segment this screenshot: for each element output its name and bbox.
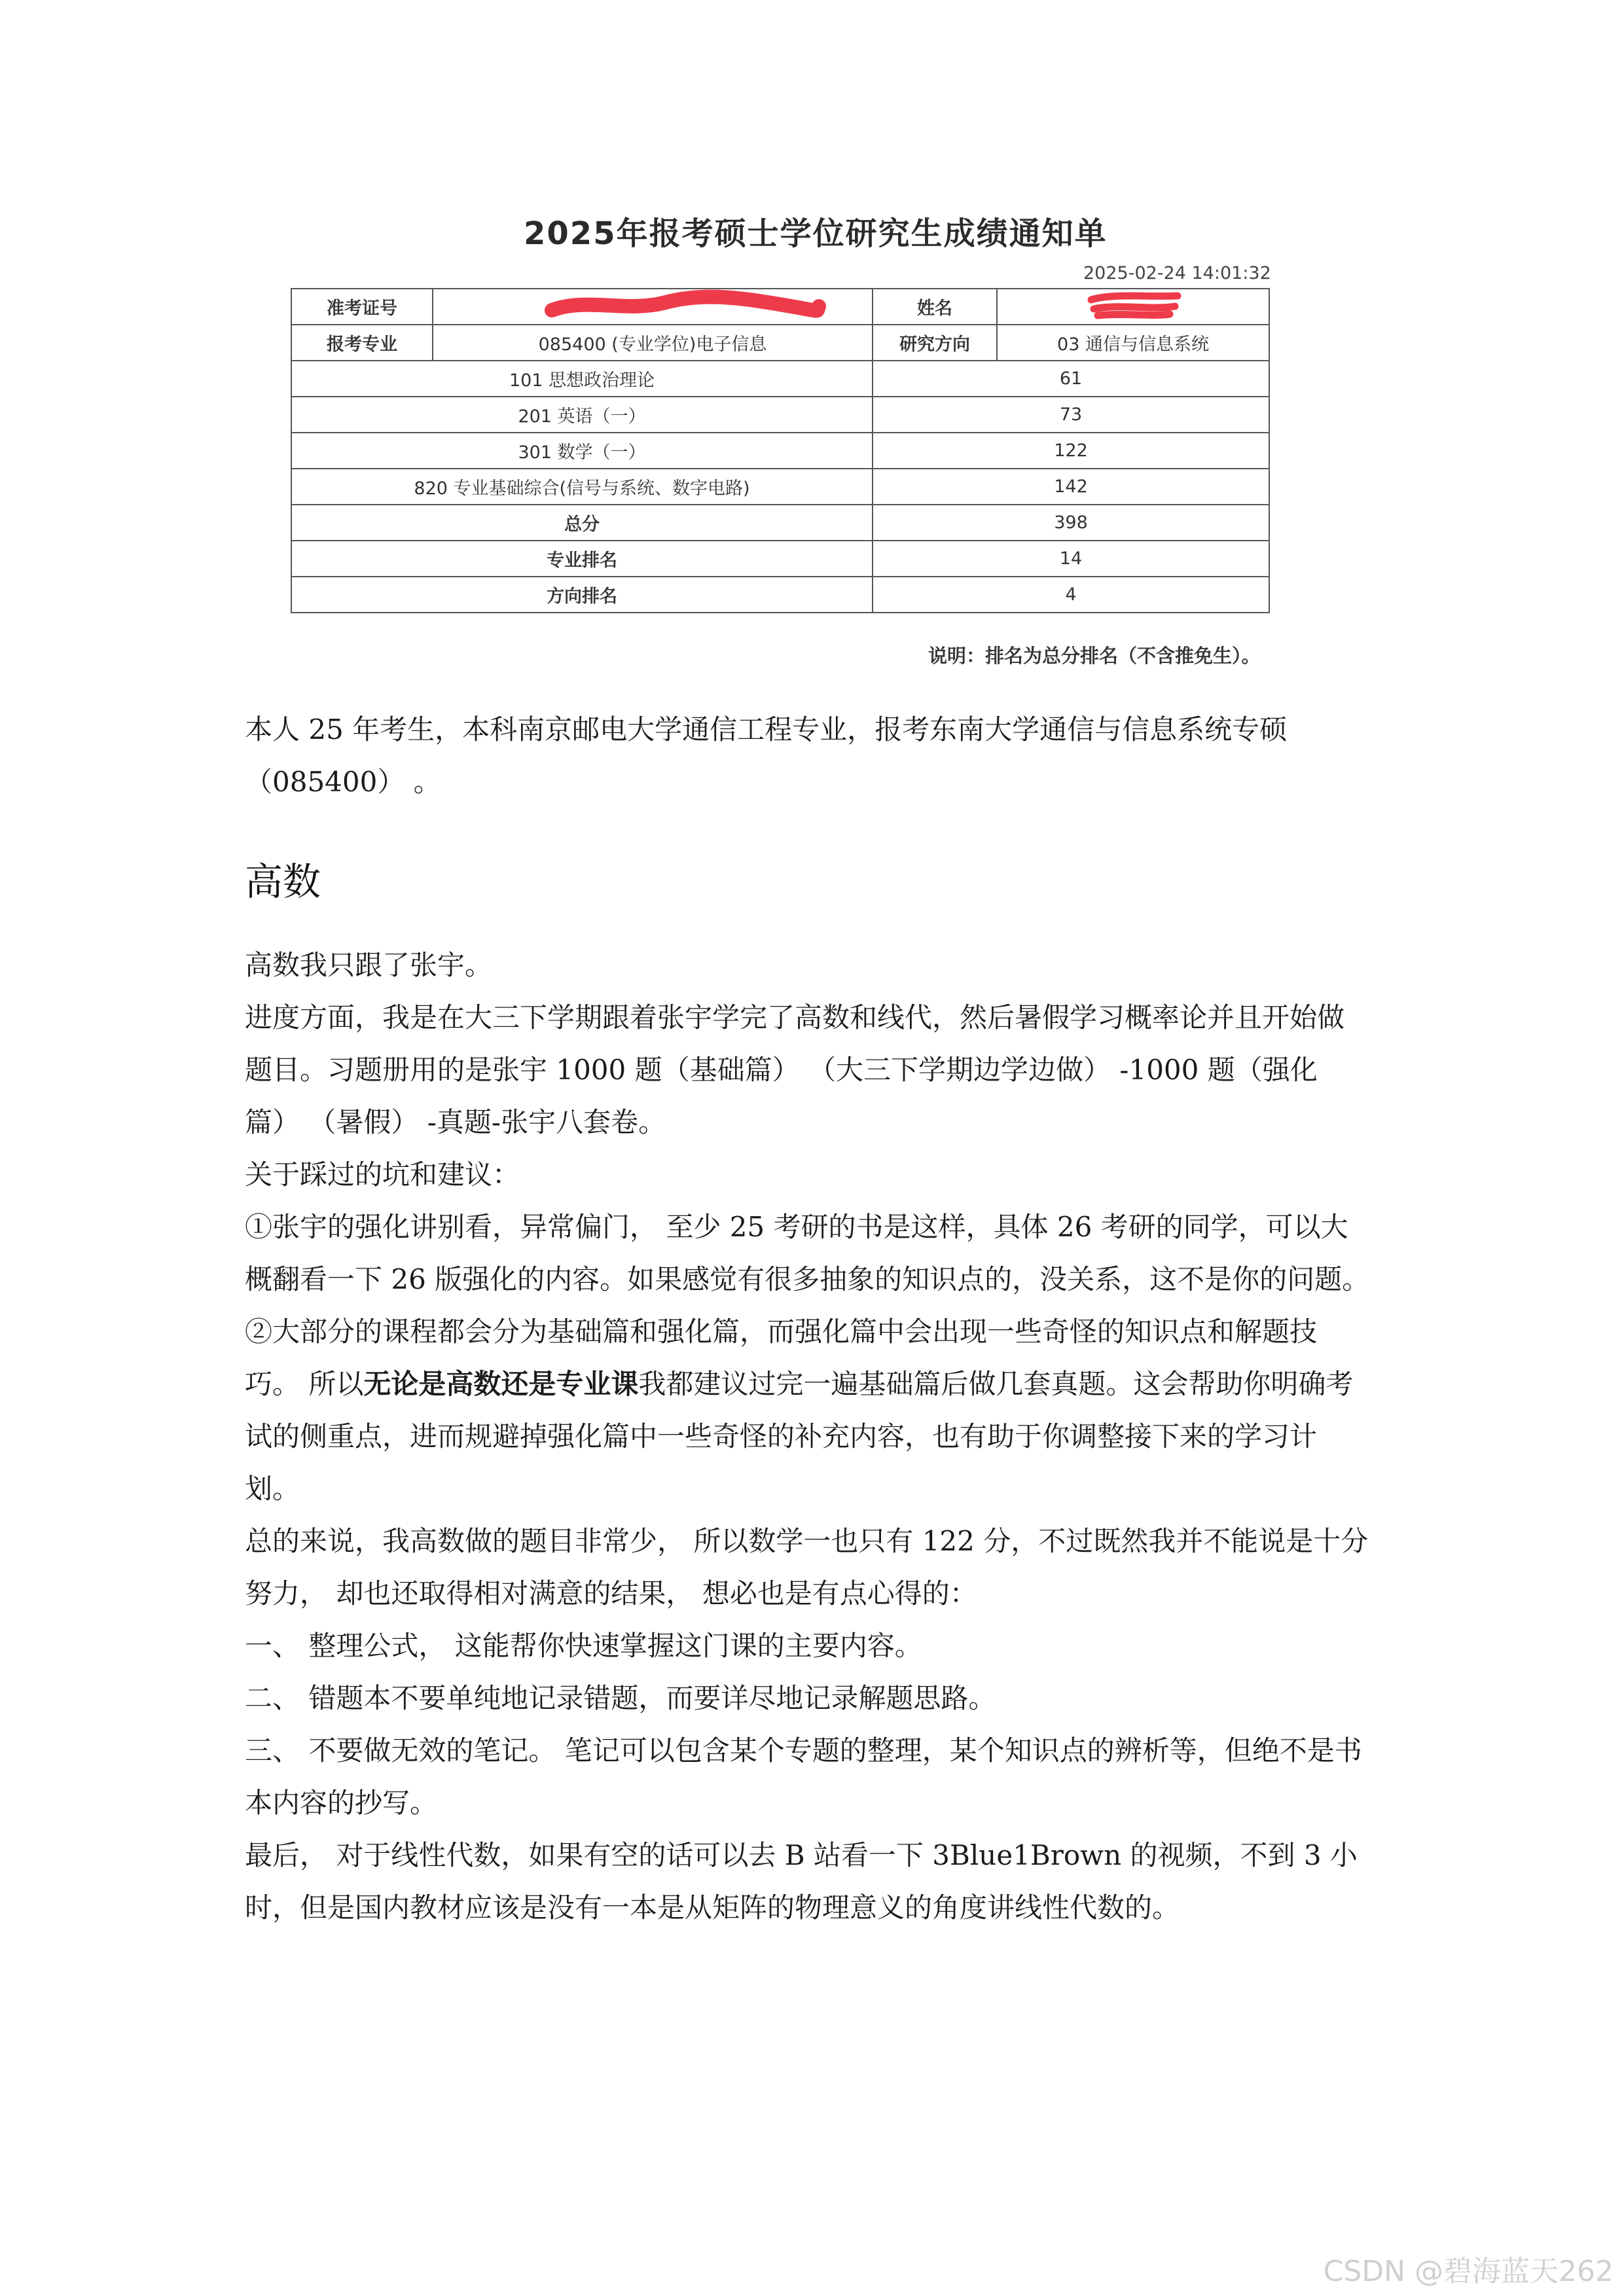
- table-row: [291, 469, 1269, 505]
- score-table: [291, 288, 1270, 613]
- list-item: 一、 整理公式， 这能帮你快速掌握这门课的主要内容。: [245, 1630, 922, 1662]
- paragraph-text: 我都建议过完一遍基础篇后做几套真题。这会帮助你明确考试的侧重点，进而规避掉强化篇中一些奇怪的补充内容，也有助于你调整接下来的学习计划。: [245, 1368, 1354, 1505]
- redaction-scribble: [1086, 291, 1184, 321]
- list-item: 二、 错题本不要单纯地记录错题，而要详尽地记录解题思路。: [245, 1682, 996, 1714]
- subject-cell: 301 数学（一）: [291, 433, 873, 469]
- intro-paragraph: [245, 704, 1371, 808]
- score-cell: 122: [873, 433, 1269, 469]
- subject-cell: 820 专业基础综合(信号与系统、数字电路): [291, 469, 873, 505]
- table-row: [291, 505, 1269, 541]
- major-value: 085400 (专业学位)电子信息: [433, 325, 873, 361]
- paragraph: 最后， 对于线性代数，如果有空的话可以去 B 站看一下 3Blue1Brown 的视频，不到 3 小时，但是国内教材应该是没有一本是从矩阵的物理意义的角度讲线性代数的。: [245, 1839, 1358, 1924]
- ticket-label: 准考证号: [291, 289, 433, 325]
- table-row: [291, 577, 1269, 613]
- intro-text: 本人 25 年考生，本科南京邮电大学通信工程专业，报考东南大学通信与信息系统专硕（085400） 。: [245, 713, 1288, 798]
- slip-note: 说明：排名为总分排名（不含推免生）。: [928, 645, 1261, 667]
- paragraph: 关于踩过的坑和建议：: [245, 1158, 520, 1191]
- slip-title: [524, 196, 1108, 252]
- redaction-scribble: [548, 293, 823, 319]
- subject-cell: 201 英语（一）: [291, 397, 873, 433]
- subject-cell: 方向排名: [291, 577, 873, 613]
- score-cell: 14: [873, 541, 1269, 577]
- subject-cell: 101 思想政治理论: [291, 361, 873, 397]
- name-value-redacted: [997, 289, 1269, 325]
- paragraph: 进度方面，我是在大三下学期跟着张宇学完了高数和线代，然后暑假学习概率论并且开始做题目。习题册用的是张宇 1000 题（基础篇） （大三下学期边学边做） -1000 题（强化篇） （暑假） -真题-张宇八套卷。: [245, 1001, 1345, 1138]
- paragraph: 总的来说，我高数做的题目非常少， 所以数学一也只有 122 分，不过既然我并不能说是十分努力， 却也还取得相对满意的结果， 想必也是有点心得的：: [245, 1525, 1369, 1609]
- table-row: [291, 397, 1269, 433]
- direction-label: 研究方向: [873, 325, 997, 361]
- table-row: [291, 433, 1269, 469]
- subject-cell: 总分: [291, 505, 873, 541]
- score-cell: 4: [873, 577, 1269, 613]
- section-heading: 高数: [245, 859, 321, 904]
- slip-title-text: 2025年报考硕士学位研究生成绩通知单: [524, 215, 1108, 252]
- score-cell: 142: [873, 469, 1269, 505]
- subject-cell: 专业排名: [291, 541, 873, 577]
- score-cell: 61: [873, 361, 1269, 397]
- list-item: 三、 不要做无效的笔记。 笔记可以包含某个专题的整理，某个知识点的辨析等，但绝不是书本内容的抄写。: [245, 1734, 1362, 1819]
- paragraph: ①张宇的强化讲别看，异常偏门， 至少 25 考研的书是这样，具体 26 考研的同学，可以大概翻看一下 26 版强化的内容。如果感觉有很多抽象的知识点的，没关系，这不是你的问题。: [245, 1211, 1370, 1295]
- ticket-value-redacted: [433, 289, 873, 325]
- paragraph-text: ②大部分的课程都会分为基础篇和强化篇，而强化篇中会出现一些奇怪的知识点和解题技巧。 所以: [245, 1316, 1318, 1400]
- table-row-major: [291, 325, 1269, 361]
- name-label: 姓名: [873, 289, 997, 325]
- score-cell: 73: [873, 397, 1269, 433]
- emphasis-text: 无论是高数还是专业课: [363, 1368, 639, 1400]
- paragraph: [245, 1306, 1371, 1515]
- score-cell: 398: [873, 505, 1269, 541]
- direction-value: 03 通信与信息系统: [997, 325, 1269, 361]
- major-label: 报考专业: [291, 325, 433, 361]
- table-row: [291, 361, 1269, 397]
- paragraph: 高数我只跟了张宇。: [245, 949, 493, 981]
- article-body: [245, 939, 1371, 1934]
- slip-timestamp: 2025-02-24 14:01:32: [1083, 263, 1271, 283]
- table-row: [291, 541, 1269, 577]
- table-row-ticket: [291, 289, 1269, 325]
- csdn-watermark: CSDN @碧海蓝天262: [1323, 2255, 1614, 2288]
